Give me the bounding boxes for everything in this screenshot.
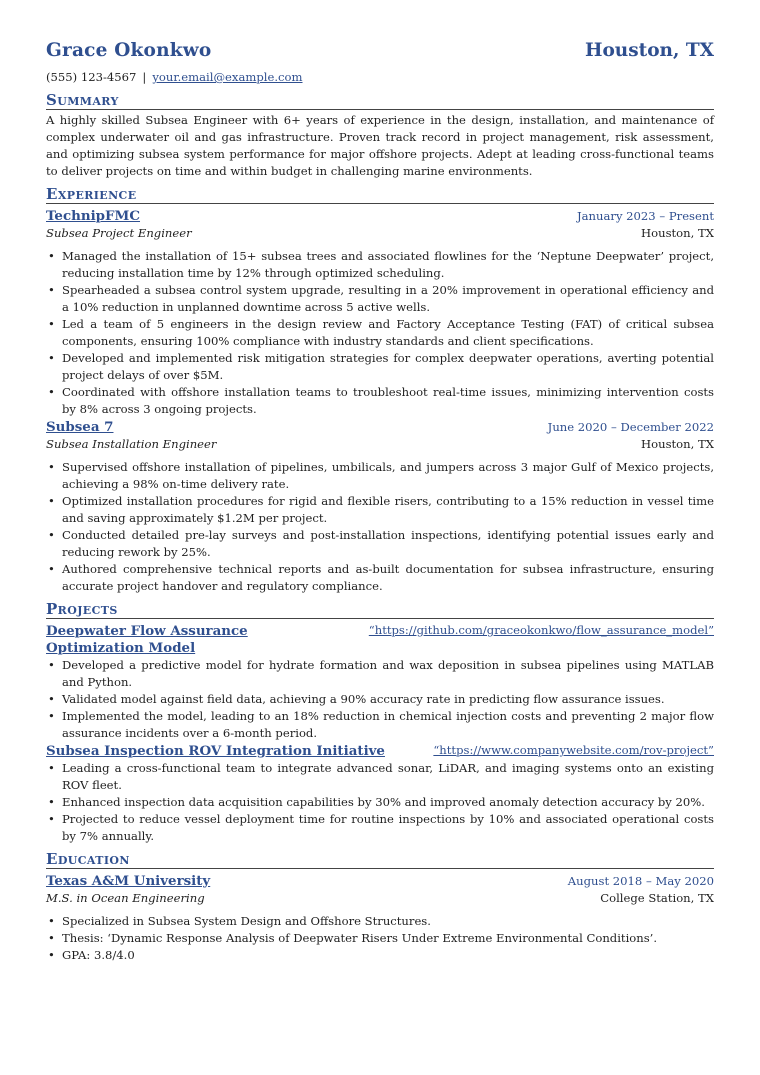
education-dates: August 2018 – May 2020 <box>567 874 714 888</box>
bullet-item: • GPA: 3.8/4.0 <box>46 947 714 964</box>
contact-line <box>46 70 714 88</box>
job-entry <box>46 208 714 418</box>
bullet-item: • Developed a predictive model for hydrate formation and wax deposition in subsea pipelines using MATLAB and Python. <box>46 657 714 691</box>
bullet-item: • Conducted detailed pre-lay surveys and post-installation inspections, identifying potential issues early and reducing rework by 25%. <box>46 527 714 561</box>
project-entry <box>46 623 714 742</box>
bullet-item: • Authored comprehensive technical reports and as-built documentation for subsea infrastructure, ensuring accurate project handover and regulatory compliance. <box>46 561 714 595</box>
education-section <box>46 851 714 964</box>
bullet-item: • Supervised offshore installation of pipelines, umbilicals, and jumpers across 3 major Gulf of Mexico projects, achieving a 98% on-time delivery rate. <box>46 459 714 493</box>
bullet-item: • Implemented the model, leading to an 18% reduction in chemical injection costs and preventing 2 major flow assurance incidents over a 6-month period. <box>46 708 714 742</box>
email-link[interactable]: your.email@example.com <box>152 70 303 84</box>
bullet-item: • Optimized installation procedures for rigid and flexible risers, contributing to a 15% reduction in vessel time and saving approximately $1.2M per project. <box>46 493 714 527</box>
company-link[interactable]: Subsea 7 <box>46 419 114 435</box>
project-bullets <box>46 657 714 742</box>
candidate-name: Grace Okonkwo <box>46 40 212 61</box>
project-url-link[interactable]: “https://github.com/graceokonkwo/flow_assurance_model” <box>368 623 714 637</box>
bullet-item: • Coordinated with offshore installation teams to troubleshoot real-time issues, minimizing intervention costs by 8% across 3 ongoing projects. <box>46 384 714 418</box>
job-role: Subsea Installation Engineer <box>46 437 217 451</box>
company-link[interactable]: TechnipFMC <box>46 208 141 224</box>
section-title-education: Education <box>46 851 714 869</box>
bullet-item: • Managed the installation of 15+ subsea trees and associated flowlines for the ‘Neptune Deepwater’ project, reducing installation time by 12% through optimized scheduling. <box>46 248 714 282</box>
bullet-item: • Led a team of 5 engineers in the design review and Factory Acceptance Testing (FAT) of critical subsea components, ensuring 100% compliance with industry standards and client specifications. <box>46 316 714 350</box>
phone-number: (555) 123-4567 <box>46 70 137 84</box>
job-role: Subsea Project Engineer <box>46 226 192 240</box>
education-bullets <box>46 913 714 964</box>
job-bullets <box>46 459 714 595</box>
education-entry <box>46 873 714 964</box>
bullet-item: • Spearheaded a subsea control system upgrade, resulting in a 20% improvement in operational efficiency and a 10% reduction in unplanned downtime across 5 active wells. <box>46 282 714 316</box>
bullet-item: • Validated model against field data, achieving a 90% accuracy rate in predicting flow assurance issues. <box>46 691 714 708</box>
education-location: College Station, TX <box>600 891 714 905</box>
job-location: Houston, TX <box>641 226 714 240</box>
job-location: Houston, TX <box>641 437 714 451</box>
job-dates: June 2020 – December 2022 <box>547 420 714 434</box>
project-title-link[interactable]: Subsea Inspection ROV Integration Initiative <box>46 743 385 759</box>
section-title-experience: Experience <box>46 186 714 204</box>
project-entry <box>46 743 714 845</box>
resume-header <box>46 40 714 66</box>
candidate-location: Houston, TX <box>584 40 714 61</box>
job-dates: January 2023 – Present <box>577 209 714 223</box>
contact-separator: | <box>142 70 147 84</box>
job-entry <box>46 419 714 595</box>
bullet-item: • Projected to reduce vessel deployment time for routine inspections by 10% and associated operational costs by 7% annually. <box>46 811 714 845</box>
bullet-item: • Specialized in Subsea System Design and Offshore Structures. <box>46 913 714 930</box>
resume-page <box>46 40 714 964</box>
project-url-link[interactable]: “https://www.companywebsite.com/rov-project” <box>433 743 714 757</box>
summary-section <box>46 92 714 180</box>
bullet-item: • Enhanced inspection data acquisition capabilities by 30% and improved anomaly detection accuracy by 20%. <box>46 794 714 811</box>
summary-text: A highly skilled Subsea Engineer with 6+ years of experience in the design, installation, and maintenance of complex underwater oil and gas infrastructure. Proven track record in project management, risk assessment, and optimizing subsea system performance for major offshore projects. Adept at leading cross-functional teams to deliver projects on time and within budget in challenging marine environments. <box>46 113 714 178</box>
bullet-item: • Leading a cross-functional team to integrate advanced sonar, LiDAR, and imaging systems onto an existing ROV fleet. <box>46 760 714 794</box>
bullet-item: • Thesis: ‘Dynamic Response Analysis of Deepwater Risers Under Extreme Environmental Conditions’. <box>46 930 714 947</box>
section-title-summary: Summary <box>46 92 714 110</box>
school-link[interactable]: Texas A&M University <box>46 873 211 889</box>
degree: M.S. in Ocean Engineering <box>46 891 205 905</box>
project-bullets <box>46 760 714 845</box>
projects-section <box>46 601 714 845</box>
bullet-item: • Developed and implemented risk mitigation strategies for complex deepwater operations, averting potential project delays of over $5M. <box>46 350 714 384</box>
section-title-projects: Projects <box>46 601 714 619</box>
project-title-link[interactable]: Deepwater Flow Assurance Optimization Model <box>46 623 248 656</box>
job-bullets <box>46 248 714 418</box>
experience-section <box>46 186 714 595</box>
